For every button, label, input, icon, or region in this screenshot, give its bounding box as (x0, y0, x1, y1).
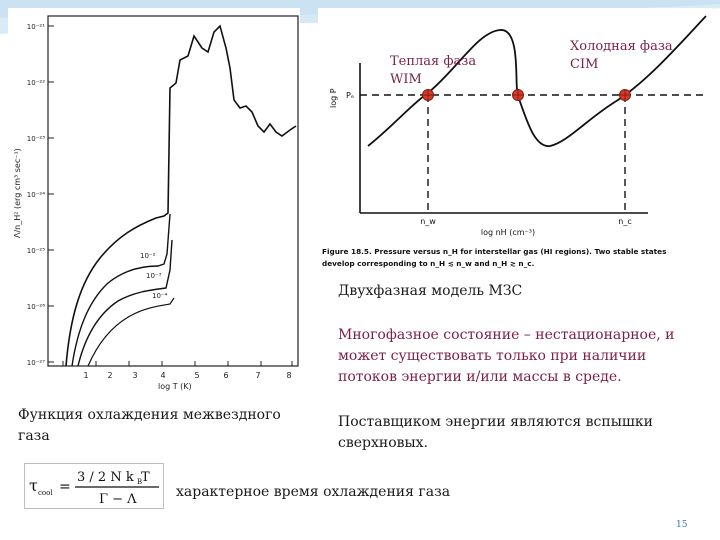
curve-label: 10⁻³ (146, 272, 162, 280)
svg-text:=: = (59, 479, 71, 495)
warm-phase-abbr: WIM (390, 72, 422, 87)
pe-label: Pₑ (346, 91, 355, 100)
x-tick-label: 3 (132, 371, 138, 380)
warm-phase-marker (422, 89, 434, 101)
model-title: Двухфазная модель МЗС (338, 283, 523, 299)
n-c-label: n_c (618, 217, 632, 226)
n-w-label: n_w (420, 217, 436, 226)
y-axis-label: Λ/n_H² (erg cm³ sec⁻¹) (13, 148, 22, 238)
x-axis-label: log nH (cm⁻³) (480, 228, 536, 237)
y-tick-label: 10⁻²³ (26, 135, 45, 143)
y-tick-label: 10⁻²⁴ (26, 191, 45, 199)
description-nonstationary: Многофазное состояние – нестационарное, и может существовать только при наличии потоков энергии и/или массы в среде. (338, 327, 675, 385)
y-tick-label: 10⁻²¹ (26, 23, 45, 31)
y-tick-label: 10⁻²² (26, 79, 45, 87)
formula-description: характерное время охлаждения газа (176, 484, 451, 500)
y-tick-label: 10⁻²⁶ (26, 303, 45, 311)
description-energy-source: Поставщиком энергии являются вспышки сверхновых. (338, 414, 653, 451)
cold-phase-marker (619, 89, 631, 101)
formula-numerator-end: T (141, 470, 150, 485)
x-tick-label: 6 (223, 371, 229, 380)
cooling-function-caption: Функция охлаждения межвездного газа (18, 407, 281, 444)
x-tick-label: 5 (194, 371, 200, 380)
unstable-point-marker (512, 89, 524, 101)
cooling-time-formula (24, 463, 164, 509)
x-tick-label: 2 (107, 371, 113, 380)
warm-phase-label: Теплая фаза (390, 54, 477, 69)
formula-lhs-sub: cool (38, 489, 53, 497)
figure-caption: Figure 18.5. Pressure versus n_H for interstellar gas (HI regions). Two stable states (322, 247, 667, 256)
formula-numerator-sub: B (137, 478, 143, 486)
x-tick-label: 1 (83, 371, 89, 380)
page-number: 15 (676, 520, 688, 530)
x-tick-label: 7 (255, 371, 261, 380)
formula-lhs-symbol: τ (29, 476, 38, 495)
y-tick-label: 10⁻²⁵ (26, 247, 45, 255)
curve-label: 10⁻² (140, 252, 156, 260)
y-axis-label: log P (329, 88, 338, 108)
cold-phase-abbr: CIM (570, 57, 599, 72)
curve-label: 10⁻⁴ (152, 292, 168, 300)
formula-numerator: 3 / 2 N k (77, 470, 134, 485)
y-tick-label: 10⁻²⁷ (26, 359, 45, 367)
cooling-function-chart (8, 8, 300, 392)
x-axis-label: log T (K) (158, 382, 192, 391)
cold-phase-label: Холодная фаза (570, 39, 673, 54)
pressure-density-chart (318, 8, 712, 276)
x-tick-label: 4 (160, 371, 166, 380)
x-tick-label: 8 (286, 371, 292, 380)
figure-caption: develop corresponding to n_H ≲ n_w and n_H ≳ n_c. (322, 259, 535, 268)
formula-denominator: Γ − Λ (99, 492, 137, 507)
